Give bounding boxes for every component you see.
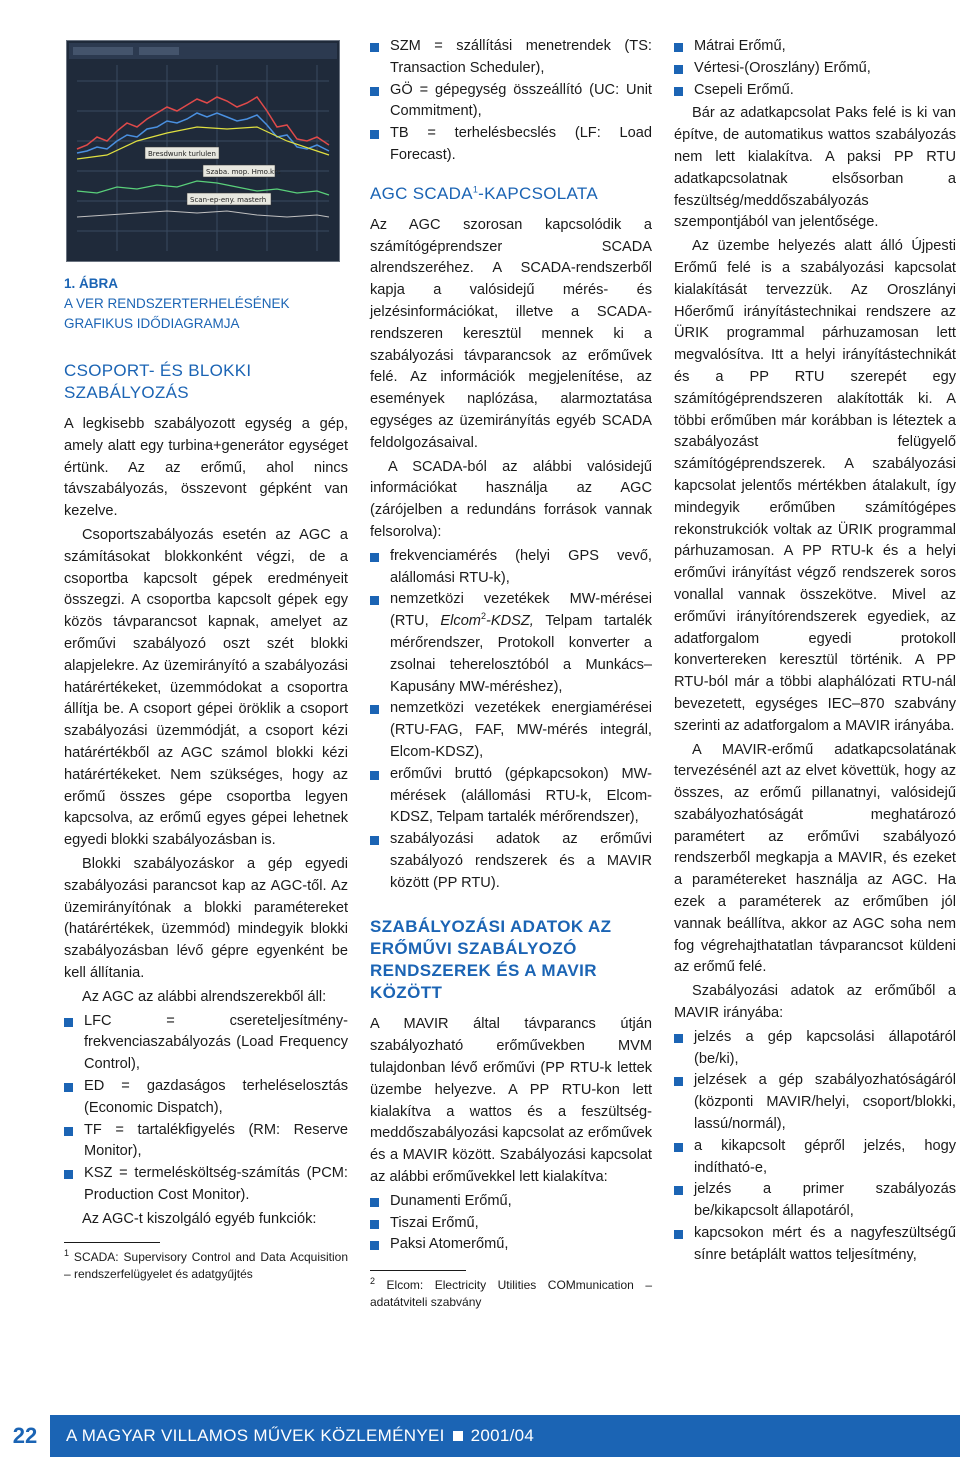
- column-2: [370, 36, 652, 1311]
- column-3: [674, 36, 956, 1269]
- column-1: [64, 36, 348, 1283]
- list-item: Csepeli Erőmű.: [674, 80, 956, 102]
- footnote-rule: [370, 1270, 466, 1271]
- paragraph: Az üzembe helyezés alatt álló Újpesti Erőmű felé is a szabályozási kapcsolat kialakítását tervezzük. Az Oroszlányi Hőerőmű irányítástechnikai rendszere az ÜRIK programmal párhuzamosan lett megvalósítva. Itt a helyi irányítástechnikát és a PP RTU szerepét egy számítógéprendszeren alakították ki. A többi erőműben már korábban is léteztek a szabályozást felügyelő számítógéprendszerek. A szabályozási kapcsolat jelentős mértékben átalakult, így mindegyik erőműben számítógépes rekonstrukciók voltak az ÜRIK programmal párhuzamosan. A PP RTU-k és a helyi erőművi irányítást végző rendszerek soros vonallal vannak összekötve. Mivel az erőművi irányítórendszerek egyediek, az adatforgalom egyedi protokoll konvertereken keresztül történik. A PP RTU-ból már a többi alaphálózati RTU-nál bevezetett, egységes IEC–870 szabvány szerinti az adatforgalom a MAVIR irányába.: [674, 238, 956, 734]
- list-item: szabályozási adatok az erőművi szabályozó rendszerek és a MAVIR között (PP RTU).: [370, 829, 652, 894]
- load-diagram-graphic: [67, 41, 339, 261]
- list-item: erőművi bruttó (gépkapcsokon) MW-mérések (alállomási RTU-k, Elcom-KDSZ, Telpam tartalék mérőrendszer),: [370, 764, 652, 829]
- paragraph: Csoportszabályozás esetén az AGC a számításokat blokkonként végzi, de a csoportba kapcsolt gépek eredményeit összegzi. A csoportba kapcsolt gépek egy közös távparancsot kapnak, amelyet az erőművi szabályozó oszt szét blokki alapjelekre. Az üzemirányító a szabályozási határértékeket, üzemmódokat a csoportra állítja be. A csoport gépei öröklik a csoport szabályozási üzemmódját, a csoport kézi határértékből az AGC számol blokki kézi határértékeket. Nem szükséges, hogy az erőmű összes gépe csoportba legyen kapcsolva, az erőmű egyes gépei lehetnek egyedi blokki szabályozásban is.: [64, 526, 348, 849]
- figure-caption: [64, 274, 348, 334]
- journal-title: A MAGYAR VILLAMOS MŰVEK KÖZLEMÉNYEI: [66, 1426, 445, 1445]
- chart-label-3: Scan-ep-eny. masterh: [190, 196, 267, 204]
- list-item: Vértesi-(Oroszlány) Erőmű,: [674, 58, 956, 80]
- figure-caption-text: A VER RENDSZERTERHELÉSÉNEK GRAFIKUS IDŐDIAGRAMJA: [64, 296, 290, 331]
- list-item: a kikapcsolt gépről jelzés, hogy indítható-e,: [674, 1136, 956, 1180]
- list-item: TF = tartalékfigyelés (RM: Reserve Monitor),: [64, 1120, 348, 1164]
- load-diagram-figure: [66, 40, 340, 262]
- section-heading-group-control: CSOPORT- ÉS BLOKKI SZABÁLYOZÁS: [64, 361, 252, 402]
- paragraph: A MAVIR által távparancs útján szabályozható erőművekben MVM tulajdonban lévő erőművi (PP RTU-k lettek üzembe helyezve. A PP RTU-kon lett kialakítva a wattos és a feszültség-meddőszabályozási kapcsolat az erőművek és a MAVIR között. Szabályozási kapcsolat az alábbi erőművekkel lett kialakítva:: [370, 1016, 652, 1186]
- list-item-italic: -KDSZ,: [485, 613, 534, 630]
- list-item: KSZ = termelésköltség-számítás (PCM: Production Cost Monitor).: [64, 1163, 348, 1207]
- chart-label-2: Szaba. mop. Hmo.krs: [206, 168, 281, 176]
- section-heading-control-data: SZABÁLYOZÁSI ADATOK AZ ERŐMŰVI SZABÁLYOZÓ RENDSZEREK ÉS A MAVIR KÖZÖTT: [370, 917, 612, 1003]
- list-item: jelzés a primer szabályozás be/kikapcsolt állapotáról,: [674, 1179, 956, 1223]
- list-item: frekvenciamérés (helyi GPS vevő, alállomási RTU-k),: [370, 546, 652, 590]
- heading-part: AGC SCADA: [370, 183, 473, 203]
- paragraph: A SCADA-ból az alábbi valósidejű információkat használja az AGC (zárójelben a redundáns források vannak felsorolva):: [370, 458, 652, 540]
- list-item: GÖ = gépegység összeállító (UC: Unit Commitment),: [370, 80, 652, 124]
- heading-footnote-ref: 1: [472, 184, 479, 195]
- separator-square-icon: [453, 1431, 463, 1441]
- power-plants-list-cont: [674, 36, 956, 101]
- paragraph: A legkisebb szabályozott egység a gép, amely alatt egy turbina+generátor egységet értünk. Az az erőmű, ahol nincs távszabályozás, összevont gépként van kezelve.: [64, 416, 348, 520]
- list-item: Tiszai Erőmű,: [370, 1213, 652, 1235]
- page-number: 22: [0, 1415, 50, 1457]
- list-item: SZM = szállítási menetrendek (TS: Transaction Scheduler),: [370, 36, 652, 80]
- paragraph: Szabályozási adatok az erőműből a MAVIR irányába:: [674, 983, 956, 1022]
- list-item-text: nemzetközi vezetékek MW-mérései (RTU,: [390, 591, 652, 630]
- agc-subsystems-list: [64, 1011, 348, 1207]
- list-item: kapcsokon mért és a nagyfeszültségű sínre betáplált wattos teljesítmény,: [674, 1223, 956, 1267]
- footnote-number: 2: [370, 1276, 376, 1287]
- list-item: TB = terhelésbecslés (LF: Load Forecast).: [370, 123, 652, 167]
- agc-functions-list: [370, 36, 652, 167]
- footnote-text: SCADA: Supervisory Control and Data Acquisition – rendszerfelügyelet és adatgyűjtés: [64, 1250, 348, 1282]
- list-item: [370, 589, 652, 698]
- chart-label-1: Bresdwunk turlulen: [148, 150, 216, 158]
- list-item: ED = gazdaságos terheléselosztás (Economic Dispatch),: [64, 1076, 348, 1120]
- scada-info-list: [370, 546, 652, 895]
- list-item: Dunamenti Erőmű,: [370, 1191, 652, 1213]
- section-heading-scada: [370, 183, 652, 205]
- heading-part: -KAPCSOLATA: [478, 183, 598, 203]
- list-item: Mátrai Erőmű,: [674, 36, 956, 58]
- footnote-number: 1: [64, 1248, 70, 1259]
- footnote-2: [370, 1277, 652, 1311]
- list-item: jelzések a gép szabályozhatóságáról (központi MAVIR/helyi, csoport/blokki, lassú/normál),: [674, 1070, 956, 1135]
- control-data-list: [674, 1027, 956, 1267]
- footnote-1: [64, 1249, 348, 1283]
- footer-title: [66, 1415, 534, 1457]
- power-plants-list: [370, 1191, 652, 1256]
- list-item: nemzetközi vezetékek energiamérései (RTU-FAG, FAF, MW-mérés integrál, Elcom-KDSZ),: [370, 698, 652, 763]
- paragraph: Az AGC az alábbi alrendszerekből áll:: [82, 988, 327, 1005]
- figure-number: 1. ÁBRA: [64, 276, 119, 291]
- list-item: jelzés a gép kapcsolási állapotáról (be/ki),: [674, 1027, 956, 1071]
- list-item: Paksi Atomerőmű,: [370, 1234, 652, 1256]
- paragraph: Blokki szabályozáskor a gép egyedi szabályozási parancsot kap az AGC-től. Az üzemirányítónak a blokki paramétereket (határértékek, üzemmód) mindegyik blokki szabályozásban lévő gépre egyenként be kell állítania.: [64, 855, 348, 981]
- paragraph: A MAVIR-erőmű adatkapcsolatának tervezésénél azt az elvet követtük, hogy az összes, az erőmű pillanatnyi, valósidejű szabályozhatóságát meghatározó paramétert az erőművi szabályozó rendszerből megkapja a MAVIR, és ezeket a paramétereket használja az AGC. Ha ezek a paraméterek az erőműben jól vannak beállítva, akkor az AGC soha nem fog végrehajthatatlan távparancsot küldeni az erőmű felé.: [674, 741, 956, 976]
- footnote-rule: [64, 1242, 160, 1243]
- footnote-text: Elcom: Electricity Utilities COMmunication – adatátviteli szabvány: [370, 1278, 652, 1310]
- paragraph: Az AGC-t kiszolgáló egyéb funkciók:: [82, 1210, 317, 1227]
- list-item: LFC = csereteljesítmény-frekvenciaszabályozás (Load Frequency Control),: [64, 1011, 348, 1076]
- list-item-italic: Elcom: [440, 613, 481, 630]
- list-item-text: Telpam tartalék mérőrendszer, Protokoll konverter a zsolnai teherelosztóból a Munkács–Kapusány MW-méréshez),: [390, 613, 653, 695]
- paragraph: Az AGC szorosan kapcsolódik a számítógéprendszer SCADA alrendszeréhez. A SCADA-rendszerből kapja a valósidejű mérés- és jelzésinformációkat, illetve a SCADA-rendszeren keresztül mennek ki a szabályozási távparancsok az erőművek felé. Az információk megjelenítése, az események naplózása, alarmoztatása egységes az üzemirányítás egyéb SCADA feldolgozásaival.: [370, 216, 652, 451]
- issue-number: 2001/04: [470, 1426, 535, 1445]
- footnote-ref: 2: [480, 611, 486, 622]
- paragraph: Bár az adatkapcsolat Paks felé is ki van építve, de automatikus wattos szabályozás nem lett kialakítva. A paksi PP RTU adatkapcsolatnak elsősorban a feszültség/meddőszabályozás szempontjából van jelentősége.: [674, 105, 956, 231]
